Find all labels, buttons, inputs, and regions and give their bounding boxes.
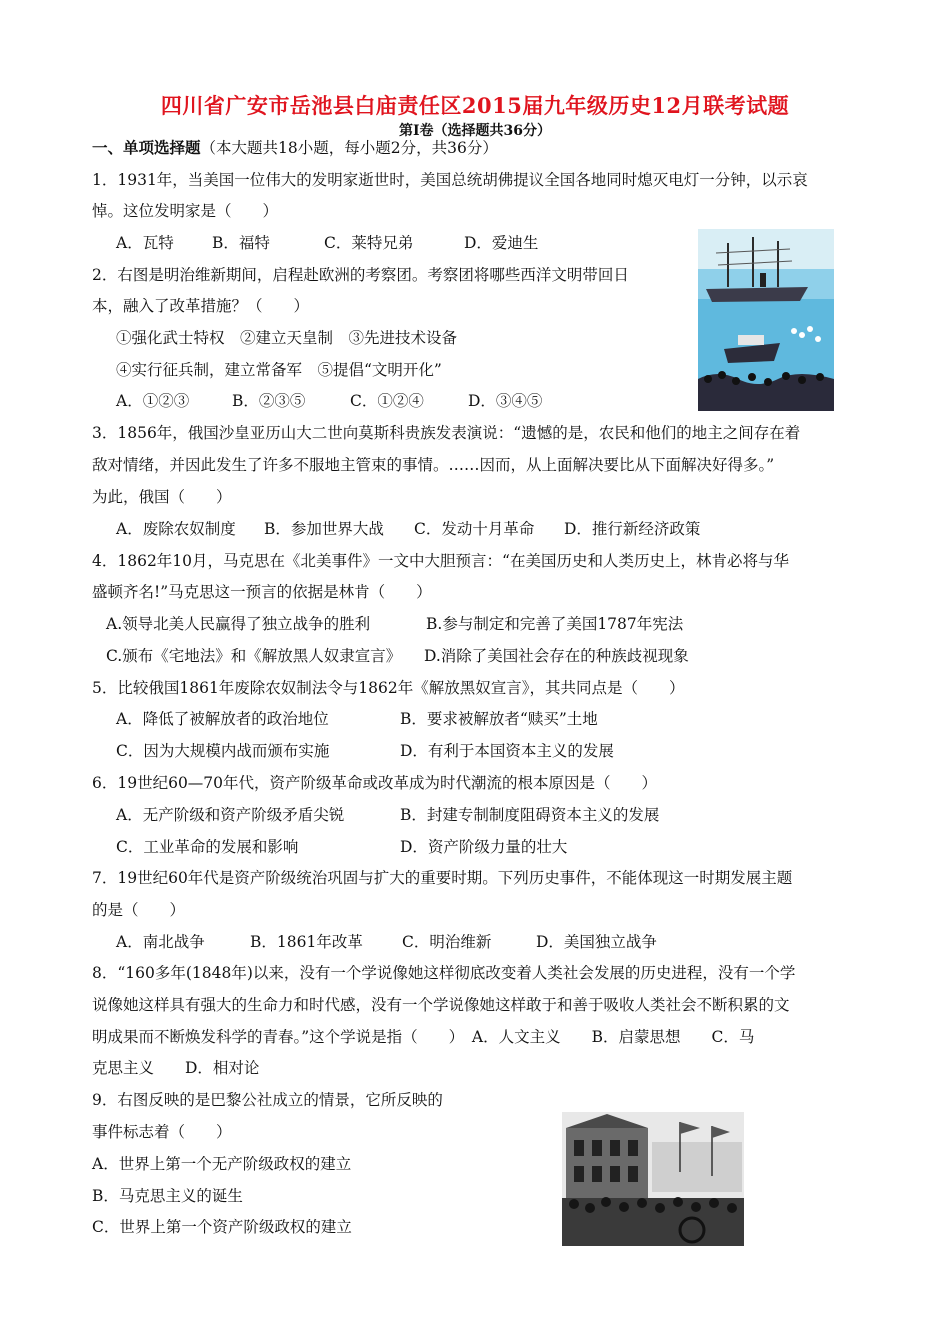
q9-stem-line2: 事件标志着（ ） (92, 1123, 232, 1141)
q3-stem-line3: 为此，俄国（ ） (92, 488, 232, 506)
q1-option-c: C．莱特兄弟 (324, 234, 414, 252)
meiji-mission-illustration-svg (698, 229, 834, 411)
q3-option-b: B．参加世界大战 (264, 520, 384, 538)
q1-stem-line2: 悼。这位发明家是（ ） (92, 202, 279, 220)
section-heading (92, 138, 498, 158)
q5-options-row1 (116, 709, 598, 729)
q6-stem: 6．19世纪60—70年代，资产阶级革命或改革成为时代潮流的根本原因是（ ） (92, 774, 658, 792)
q3-option-d: D．推行新经济政策 (564, 520, 701, 538)
q5-stem: 5．比较俄国1861年废除农奴制法令与1862年《解放黑奴宣言》，其共同点是（ ） (92, 679, 685, 697)
q2-stem-line2: 本，融入了改革措施？（ ） (92, 297, 310, 315)
page-subtitle: 第Ⅰ卷（选择题共36分） (398, 123, 552, 139)
q9-stem-line1: 9．右图反映的是巴黎公社成立的情景，它所反映的 (92, 1091, 443, 1109)
q2-option-d: D．③④⑤ (468, 392, 543, 410)
q1-option-a: A．瓦特 (116, 234, 174, 252)
q6-option-d: D．资产阶级力量的壮大 (400, 838, 568, 856)
q1-stem-line1: 1．1931年，当美国一位伟大的发明家逝世时，美国总统胡佛提议全国各地同时熄灭电灯一分钟，以示哀 (92, 171, 808, 189)
section-note: （本大题共18小题，每小题2分，共36分） (200, 139, 498, 157)
q7-option-a: A．南北战争 (116, 933, 205, 951)
q5-option-b: B．要求被解放者“赎买”土地 (400, 710, 598, 728)
q4-option-d: D.消除了美国社会存在的种族歧视现象 (424, 647, 689, 665)
section-title: 一、单项选择题 (92, 138, 201, 157)
q6-options-row1 (116, 805, 659, 825)
q4-stem-line1: 4．1862年10月，马克思在《北美事件》一文中大胆预言：“在美国历史和人类历史上，林肯必将与华 (92, 552, 789, 570)
q7-stem-line1: 7．19世纪60年代是资产阶级统治巩固与扩大的重要时期。下列历史事件，不能体现这一时期发展主题 (92, 869, 793, 887)
q7-option-c: C．明治维新 (402, 933, 492, 951)
q3-option-a: A．废除农奴制度 (116, 520, 236, 538)
q8-stem-line3: 明成果而不断焕发科学的青春。”这个学说是指（ ） A．人文主义 B．启蒙思想 C．马 (92, 1028, 755, 1046)
q1-option-b: B．福特 (212, 234, 270, 252)
q6-option-c: C．工业革命的发展和影响 (116, 838, 299, 856)
q2-option-a: A．①②③ (116, 392, 190, 410)
q7-stem-line2: 的是（ ） (92, 901, 186, 919)
q4-stem-line2: 盛顿齐名!”马克思这一预言的依据是林肯（ ） (92, 583, 432, 601)
q8-stem-line1: 8．“160多年(1848年)以来，没有一个学说像她这样彻底改变着人类社会发展的历史进程，没有一个学 (92, 964, 796, 982)
q4-option-c: C.颁布《宅地法》和《解放黑人奴隶宣言》 (106, 647, 402, 665)
q3-stem-line1: 3．1856年，俄国沙皇亚历山大二世向莫斯科贵族发表演说：“遗憾的是，农民和他们的地主之间存在着 (92, 424, 801, 442)
q9-option-c: C．世界上第一个资产阶级政权的建立 (92, 1218, 352, 1236)
q6-option-a: A．无产阶级和资产阶级矛盾尖锐 (116, 806, 345, 824)
q2-items-line1: ①强化武士特权 ②建立天皇制 ③先进技术设备 (116, 329, 458, 347)
q4-option-b: B.参与制定和完善了美国1787年宪法 (426, 615, 684, 633)
q5-options-row2 (116, 741, 614, 761)
q5-option-d: D．有利于本国资本主义的发展 (400, 742, 614, 760)
q4-options-row2 (106, 646, 689, 666)
q1-options (116, 233, 538, 253)
paris-commune-illustration-svg (562, 1112, 744, 1246)
q3-stem-line2: 敌对情绪，并因此发生了许多不服地主管束的事情。……因而，从上面解决要比从下面解决好得多。” (92, 456, 775, 474)
q8-stem-line2: 说像她这样具有强大的生命力和时代感，没有一个学说像她这样敢于和善于吸收人类社会不断积累的文 (92, 996, 790, 1014)
q7-option-d: D．美国独立战争 (536, 933, 657, 951)
q2-option-b: B．②③⑤ (232, 392, 306, 410)
page-title: 四川省广安市岳池县白庙责任区2015届九年级历史12月联考试题 (160, 93, 790, 118)
q9-option-b: B．马克思主义的诞生 (92, 1187, 243, 1205)
q4-options-row1 (106, 614, 683, 634)
q2-stem-line1: 2．右图是明治维新期间，启程赴欧洲的考察团。考察团将哪些西洋文明带回日 (92, 266, 629, 284)
meiji-mission-image (698, 229, 834, 411)
q2-option-c: C．①②④ (350, 392, 424, 410)
q2-items-line2: ④实行征兵制，建立常备军 ⑤提倡“文明开化” (116, 361, 442, 379)
q5-option-a: A．降低了被解放者的政治地位 (116, 710, 329, 728)
q8-stem-line4: 克思主义 D．相对论 (92, 1059, 260, 1077)
q9-option-a: A．世界上第一个无产阶级政权的建立 (92, 1155, 352, 1173)
q5-option-c: C．因为大规模内战而颁布实施 (116, 742, 330, 760)
q7-option-b: B．1861年改革 (250, 933, 363, 951)
q3-options (116, 519, 700, 539)
paris-commune-image (562, 1112, 744, 1246)
q6-option-b: B．封建专制制度阻碍资本主义的发展 (400, 806, 660, 824)
q2-options (116, 391, 542, 411)
q4-option-a: A.领导北美人民赢得了独立战争的胜利 (106, 615, 371, 633)
q3-option-c: C．发动十月革命 (414, 520, 535, 538)
q6-options-row2 (116, 837, 567, 857)
q1-option-d: D．爱迪生 (464, 234, 539, 252)
q7-options (116, 932, 657, 952)
